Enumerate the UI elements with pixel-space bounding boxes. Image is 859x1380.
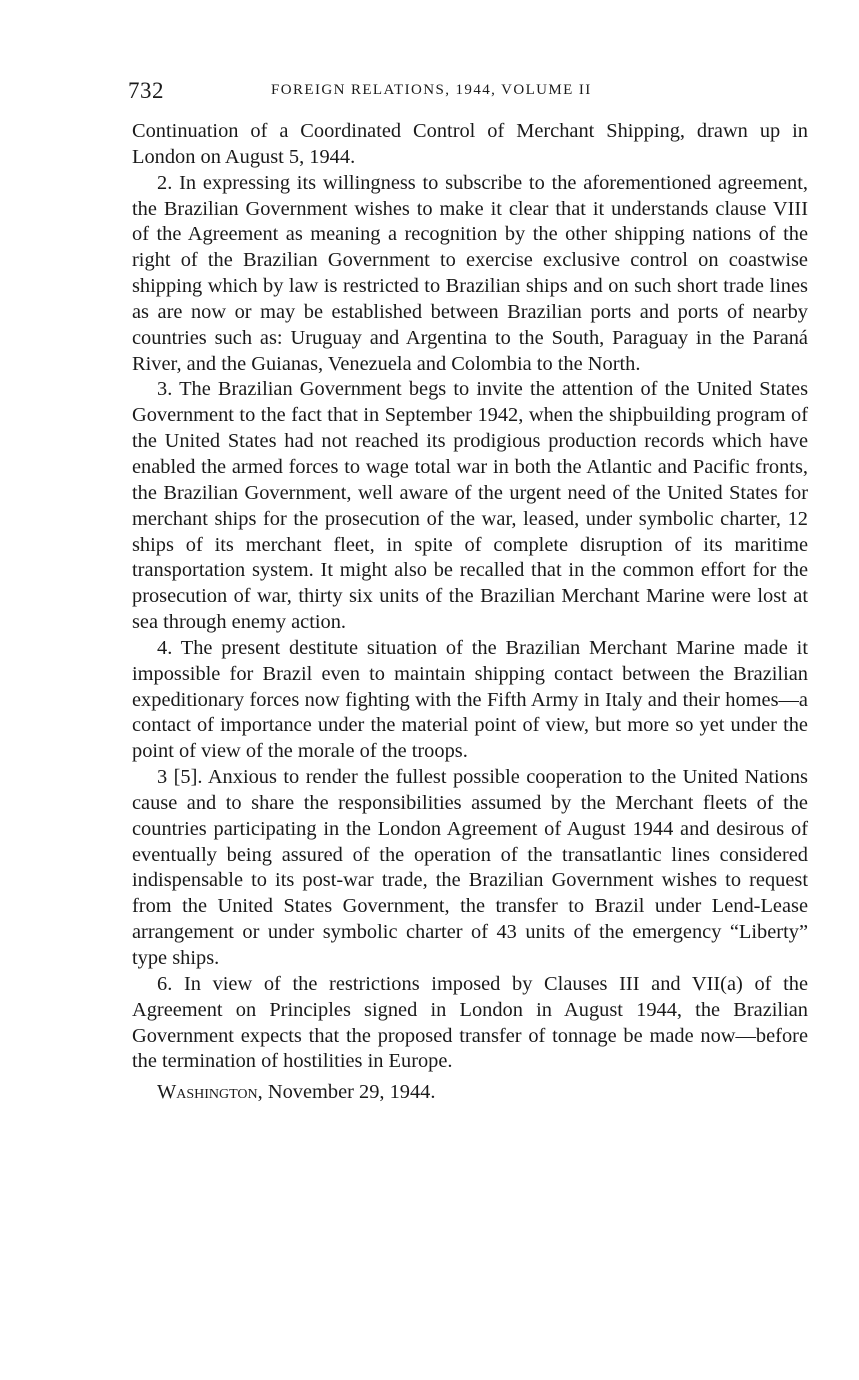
running-head: FOREIGN RELATIONS, 1944, VOLUME II [271, 82, 592, 98]
paragraph-4: 4. The present destitute situation of the Brazilian Merchant Marine made it impossible for Brazil even to maintain shipping contact between the Brazilian expeditionary forces now fighting with the Fifth Army in Italy and their homes—a contact of importance under the material point of view, but more so yet under the point of view of the morale of the troops. [132, 636, 808, 763]
dateline-date: , November 29, 1944. [257, 1081, 436, 1104]
paragraph-2: 2. In expressing its willingness to subscribe to the aforementioned agreement, the Brazilian Government wishes to make it clear that it understands clause VIII of the Agreement as meaning a recognition by the other shipping nations of the right of the Brazilian Government to exercise exclusive control on coastwise shipping which by law is restricted to Brazilian ships and on such short trade lines as are now or may be established between Brazilian ports and ports of nearby countries such as: Uruguay and Argentina to the South, Paraguay in the Paraná River, and the Guianas, Venezuela and Colombia to the North. [132, 171, 808, 375]
body-text [132, 119, 808, 1106]
dateline [132, 1075, 808, 1106]
paragraph-5: 3 [5]. Anxious to render the fullest possible cooperation to the United Nations cause and to share the responsibilities assumed by the Merchant fleets of the countries participating in the London Agreement of August 1944 and desirous of eventually being assured of the operation of the transatlantic lines considered indispensable to its post-war trade, the Brazilian Government wishes to request from the United States Government, the transfer to Brazil under Lend-Lease arrangement or under symbolic charter of 43 units of the emergency “Liberty” type ships. [132, 766, 808, 969]
page-number: 732 [128, 78, 164, 103]
paragraph-3: 3. The Brazilian Government begs to invite the attention of the United States Government to the fact that in September 1942, when the shipbuilding program of the United States had not reached its prodigious production records which have enabled the armed forces to wage total war in both the Atlantic and Pacific fronts, the Brazilian Government, well aware of the urgent need of the United States for merchant ships for the prosecution of the war, leased, under symbolic charter, 12 ships of its merchant fleet, in spite of complete disruption of its maritime transportation system. It might also be recalled that in the common effort for the prosecution of war, thirty six units of the Brazilian Merchant Marine were lost at sea through enemy action. [132, 378, 808, 634]
page-header [128, 78, 808, 108]
paragraph-6: 6. In view of the restrictions imposed by Clauses III and VII(a) of the Agreement on Principles signed in London in August 1944, the Brazilian Government expects that the proposed transfer of tonnage be made now—before the termination of hostilities in Europe. [132, 972, 808, 1073]
dateline-place: Washington [157, 1081, 258, 1104]
paragraph-continuation: Continuation of a Coordinated Control of Merchant Shipping, drawn up in London on August 5, 1944. [132, 120, 808, 168]
